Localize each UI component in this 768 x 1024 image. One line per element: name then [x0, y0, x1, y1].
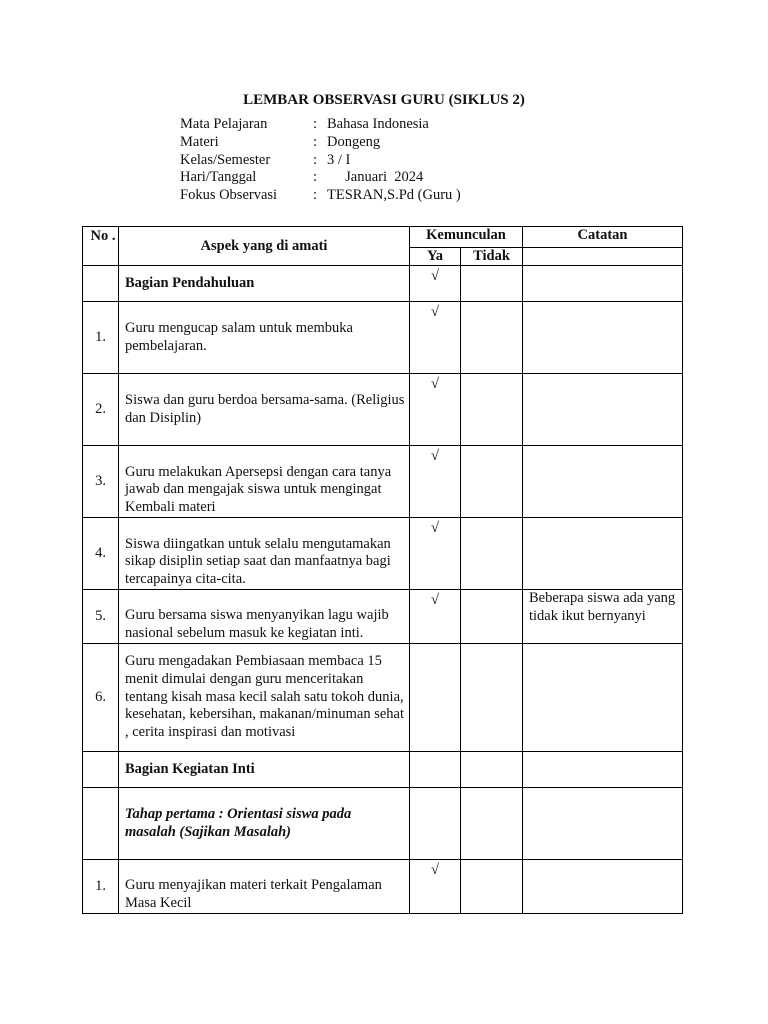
row-aspect: Siswa diingatkan untuk selalu mengutamakan sikap disiplin setiap saat dan manfaatnya bagi tercapainya cita-cita. [119, 518, 410, 590]
check-ya: √ [410, 302, 461, 374]
meta-label: Fokus Observasi [180, 187, 278, 204]
check-tidak [461, 518, 523, 590]
meta-value: Januari 2024 [327, 169, 424, 186]
meta-label: Hari/Tanggal [180, 169, 257, 186]
table-row [83, 518, 683, 590]
row-number: 2. [83, 374, 119, 446]
meta-row-material [180, 134, 461, 152]
row-note [523, 518, 683, 590]
row-aspect: Guru mengadakan Pembiasaan membaca 15 menit dimulai dengan guru menceritakan tentang kisah masa kecil salah satu tokoh dunia, kesehatan, kebersihan, makanan/minuman sehat , cerita inspirasi dan motivasi [119, 644, 410, 752]
row-number: 5. [83, 590, 119, 644]
check-ya: √ [410, 860, 461, 914]
table-row [83, 590, 683, 644]
row-number: 4. [83, 518, 119, 590]
row-note [523, 446, 683, 518]
row-note: Beberapa siswa ada yang tidak ikut bernyanyi [523, 590, 683, 644]
check-ya: √ [410, 590, 461, 644]
meta-value: Dongeng [327, 133, 381, 150]
row-note [523, 788, 683, 860]
row-aspect: Guru melakukan Apersepsi dengan cara tanya jawab dan mengajak siswa untuk mengingat Kembali materi [119, 446, 410, 518]
row-note [523, 374, 683, 446]
meta-separator: : [313, 151, 318, 168]
table-row [83, 752, 683, 788]
header-notes: Catatan [523, 227, 683, 248]
row-aspect: Siswa dan guru berdoa bersama-sama. (Religius dan Disiplin) [119, 374, 410, 446]
row-note [523, 266, 683, 302]
meta-separator: : [313, 187, 318, 204]
row-number [83, 752, 119, 788]
check-ya: √ [410, 374, 461, 446]
row-aspect: Bagian Pendahuluan [119, 266, 410, 302]
row-number [83, 788, 119, 860]
check-ya: √ [410, 518, 461, 590]
meta-row-date [180, 169, 461, 187]
check-tidak [461, 302, 523, 374]
check-tidak [461, 266, 523, 302]
row-note [523, 644, 683, 752]
check-tidak [461, 374, 523, 446]
header-no: No . [83, 227, 119, 266]
row-aspect: Guru menyajikan materi terkait Pengalaman Masa Kecil [119, 860, 410, 914]
row-aspect: Guru mengucap salam untuk membuka pembelajaran. [119, 302, 410, 374]
table-row [83, 266, 683, 302]
row-number: 3. [83, 446, 119, 518]
row-note [523, 860, 683, 914]
check-ya: √ [410, 266, 461, 302]
table-row [83, 302, 683, 374]
meta-value: TESRAN,S.Pd (Guru ) [327, 187, 461, 204]
check-ya [410, 752, 461, 788]
notes-header-blank [523, 248, 683, 266]
row-number: 6. [83, 644, 119, 752]
row-number: 1. [83, 860, 119, 914]
table-row [83, 446, 683, 518]
header-aspect: Aspek yang di amati [119, 227, 410, 266]
meta-separator: : [313, 116, 318, 132]
row-note [523, 752, 683, 788]
row-aspect: Guru bersama siswa menyanyikan lagu wajib nasional sebelum masuk ke kegiatan inti. [119, 590, 410, 644]
check-ya: √ [410, 446, 461, 518]
meta-row-subject [180, 116, 461, 134]
meta-value: 3 / I [327, 151, 351, 168]
check-tidak [461, 860, 523, 914]
meta-label: Materi [180, 133, 219, 150]
observation-table [82, 226, 683, 914]
row-number: 1. [83, 302, 119, 374]
meta-separator: : [313, 169, 318, 186]
document-title: LEMBAR OBSERVASI GURU (SIKLUS 2) [243, 92, 525, 108]
meta-value: Bahasa Indonesia [327, 116, 429, 132]
row-aspect: Tahap pertama : Orientasi siswa pada masalah (Sajikan Masalah) [119, 788, 410, 860]
table-row [83, 860, 683, 914]
row-aspect: Bagian Kegiatan Inti [119, 752, 410, 788]
check-tidak [461, 752, 523, 788]
table-row [83, 788, 683, 860]
meta-row-focus [180, 187, 461, 205]
header-no-col: Tidak [461, 248, 523, 266]
check-ya [410, 788, 461, 860]
metadata-block [180, 116, 461, 205]
meta-row-class [180, 152, 461, 170]
meta-label: Kelas/Semester [180, 151, 271, 168]
header-occurrence: Kemunculan [410, 227, 523, 248]
check-tidak [461, 446, 523, 518]
header-row [83, 227, 683, 248]
table-row [83, 644, 683, 752]
header-yes: Ya [410, 248, 461, 266]
row-number [83, 266, 119, 302]
check-ya [410, 644, 461, 752]
check-tidak [461, 788, 523, 860]
row-note [523, 302, 683, 374]
check-tidak [461, 590, 523, 644]
meta-separator: : [313, 133, 318, 150]
meta-label: Mata Pelajaran [180, 116, 268, 132]
check-tidak [461, 644, 523, 752]
table-row [83, 374, 683, 446]
